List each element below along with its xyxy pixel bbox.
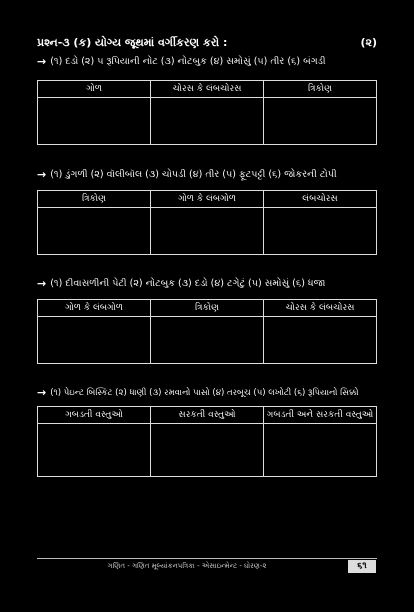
section-3-header-3: ચોરસ કે લંબચોરસ xyxy=(264,300,377,317)
section-3-header-2: ત્રિકોણ xyxy=(151,300,264,317)
answer-cell[interactable] xyxy=(38,317,151,364)
answer-cell[interactable] xyxy=(151,317,264,364)
arrow-icon: → xyxy=(37,386,47,399)
section-4-items xyxy=(37,386,382,399)
arrow-icon: → xyxy=(37,55,47,68)
section-4-header-1: ગબડતી વસ્તુઓ xyxy=(38,407,151,424)
question-marks: (૨) xyxy=(360,36,377,49)
section-1-header-2: ચોરસ કે લંબચોરસ xyxy=(151,81,264,98)
section-2-items xyxy=(37,168,382,181)
answer-cell[interactable] xyxy=(151,98,264,145)
answer-cell[interactable] xyxy=(38,424,151,477)
section-4-items-text: (૧) પેઇન્ટ બિસ્કિટ (૨) ધાણી (૩) રમવાનો પાસો (૪) તરબૂચ (૫) લખોટી (૬) રૂપિયાનો સિક્કો xyxy=(50,387,359,398)
answer-cell[interactable] xyxy=(151,208,264,255)
answer-cell[interactable] xyxy=(38,208,151,255)
section-2-items-text: (૧) ડુંગળી (૨) વૉલીબૉલ (૩) ચોપડી (૪) તીર (૫) ફૂટપટ્ટી (૬) જોકરની ટોપી xyxy=(50,169,337,180)
footer-text: ગણિત - ગણિત મૂલ્યાંકનપત્રિકા - એસાઇન્મેન્ટ - ધોરણ-૨ xyxy=(107,562,267,570)
section-1-header-3: ત્રિકોણ xyxy=(264,81,377,98)
answer-cell[interactable] xyxy=(264,317,377,364)
question-title: પ્રશ્ન-૩ (ક) યોગ્ય જૂથમાં વર્ગીકરણ કરો : xyxy=(37,36,228,49)
section-4-header-2: સરકતી વસ્તુઓ xyxy=(151,407,264,424)
answer-cell[interactable] xyxy=(264,424,377,477)
section-3-items xyxy=(37,277,382,290)
section-2-header-3: લંબચોરસ xyxy=(264,191,377,208)
section-1-header-1: ગોળ xyxy=(38,81,151,98)
section-2-header-2: ગોળ કે લંબગોળ xyxy=(151,191,264,208)
answer-cell[interactable] xyxy=(264,208,377,255)
footer-divider xyxy=(37,558,377,559)
section-2-table xyxy=(37,190,377,255)
section-3-items-text: (૧) દીવાસળીની પેટી (૨) નોટબુક (૩) દડો (૪) ટગેટું (૫) સમોસું (૬) ધજા xyxy=(50,278,326,289)
arrow-icon: → xyxy=(37,168,47,181)
section-3-header-1: ગોળ કે લંબગોળ xyxy=(38,300,151,317)
section-3-table xyxy=(37,299,377,364)
section-4-header-3: ગબડતી અને સરકતી વસ્તુઓ xyxy=(264,407,377,424)
section-4-table xyxy=(37,406,377,477)
section-1-items xyxy=(37,55,382,68)
page-number: ૬૧ xyxy=(348,560,376,573)
answer-cell[interactable] xyxy=(264,98,377,145)
arrow-icon: → xyxy=(37,277,47,290)
answer-cell[interactable] xyxy=(38,98,151,145)
answer-cell[interactable] xyxy=(151,424,264,477)
section-1-items-text: (૧) દડો (૨) ૫ રૂપિયાની નોટ (૩) નોટબુક (૪) સમોસું (૫) તીર (૬) બંગડી xyxy=(50,56,326,67)
question-heading xyxy=(37,36,377,50)
section-2-header-1: ત્રિકોણ xyxy=(38,191,151,208)
section-1-table xyxy=(37,80,377,145)
